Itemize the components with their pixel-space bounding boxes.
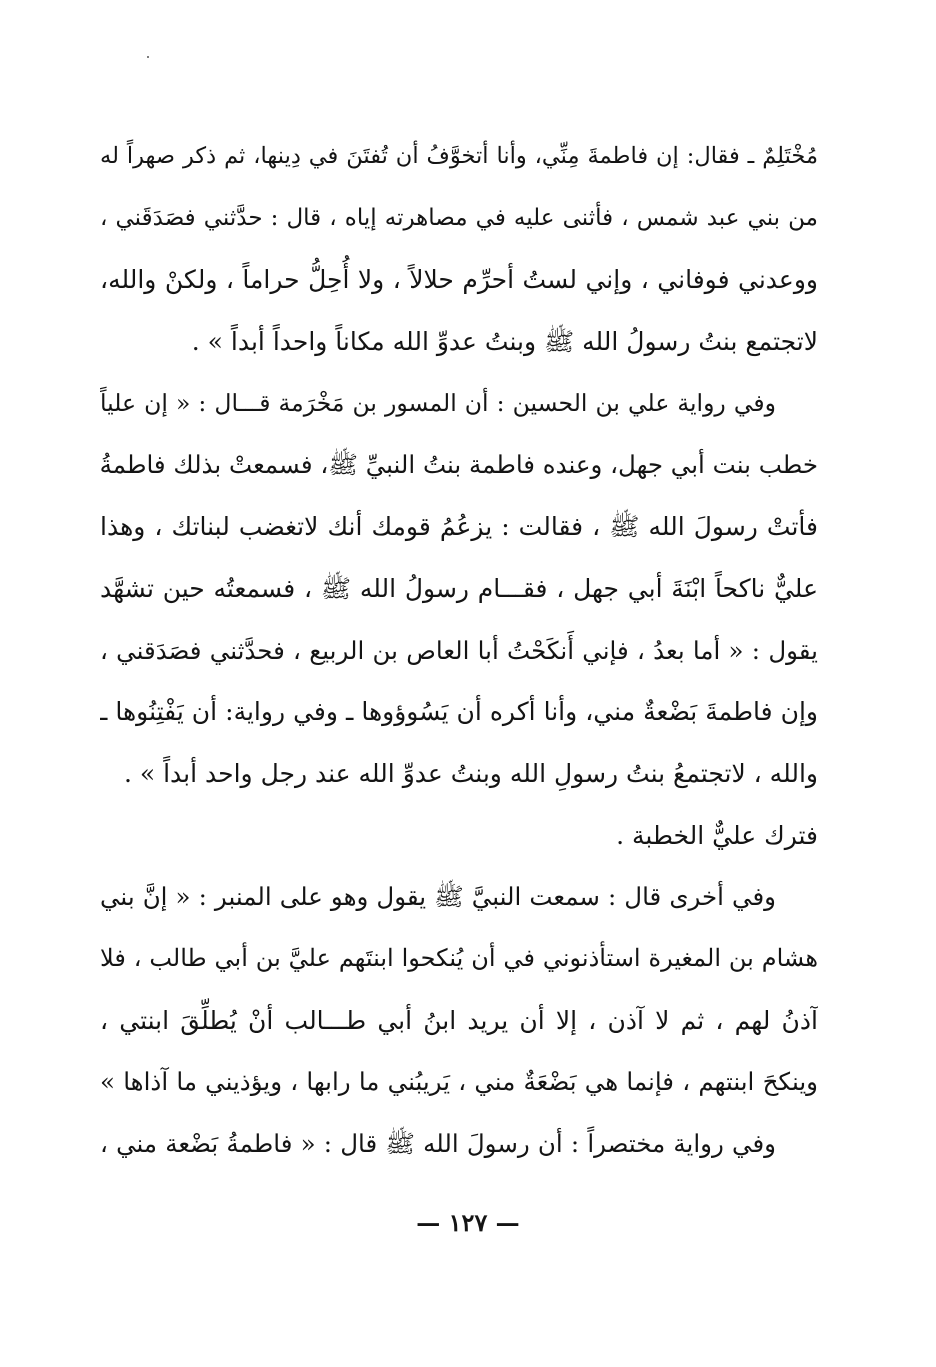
text-line: فترك عليٌّ الخطبة . bbox=[616, 820, 818, 850]
text-line: وفي رواية مختصراً : أن رسولَ الله ﷺ قال : « فاطمةُ بَضْعة مني ، bbox=[100, 1129, 776, 1158]
page-number: — ١٢٧ — bbox=[416, 1208, 520, 1237]
text-line: والله ، لاتجتمعُ بنتُ رسولِ الله وبنتُ عدوِّ الله عند رجل واحد أبداً » . bbox=[123, 758, 818, 788]
body-text bbox=[100, 126, 818, 1175]
text-line: عليٌّ ناكحاً ابْنَةَ أبي جهل ، فقـــام رسولُ الله ﷺ ، فسمعتُه حين تشهَّد bbox=[100, 573, 818, 603]
text-line: وينكحَ ابنتهم ، فإنما هي بَضْعَةٌ مني ، يَريبُني ما رابها ، ويؤذيني ما آذاها » bbox=[100, 1067, 818, 1097]
scan-speck bbox=[147, 56, 149, 58]
text-line: وإن فاطمةَ بَضْعةٌ مني، وأنا أكره أن يَسُوؤوها ـ وفي رواية: أن يَفْتِنُوها ـ bbox=[100, 697, 818, 727]
text-line: لاتجتمع بنتُ رسولُ الله ﷺ وبنتُ عدوِّ الله مكاناً واحداً أبداً » . bbox=[191, 327, 818, 357]
text-line: وفي أخرى قال : سمعت النبيَّ ﷺ يقول وهو على المنبر : « إنَّ بني bbox=[100, 882, 776, 912]
text-line: وفي رواية علي بن الحسين : أن المسور بن مَخْرَمة قـــال : « إن علياً bbox=[100, 388, 776, 417]
text-line: هشام بن المغيرة استأذنوني في أن يُنكحوا ابنتَهم عليَّ بن أبي طالب ، فلا bbox=[100, 943, 818, 972]
text-line: مُخْتَلِمٌ ـ فقال: إن فاطمةَ مِنِّي، وأنا أتخوَّفُ أن تُفتَنَ في دِينها، ثم ذكر صهراً له bbox=[100, 143, 818, 169]
text-line: من بني عبد شمس ، فأثنى عليه في مصاهرته إياه ، قال : حدَّثني فصَدَقَني ، bbox=[100, 204, 818, 231]
text-line: آذنُ لهم ، ثم لا آذن ، إلا أن يريد ابنُ أبي طـــالب أنْ يُطلِّقَ ابنتي ، bbox=[100, 1005, 818, 1035]
text-line: فأتتْ رسولَ الله ﷺ ، فقالت : يزعُمُ قومك أنك لاتغضب لبناتك ، وهذا bbox=[100, 512, 818, 542]
text-line: ووعدني فوفاني ، وإني لستُ أحرِّم حلالاً ، ولا أُحِلُّ حراماً ، ولكنْ والله، bbox=[100, 265, 818, 295]
text-line: يقول : « أما بعدُ ، فإني أَنكَحْتُ أبا العاص بن الربيع ، فحدَّثني فصَدَقني ، bbox=[100, 635, 818, 665]
text-line: خطب بنت أبي جهل، وعنده فاطمة بنتُ النبيِّ ﷺ، فسمعتْ بذلك فاطمةُ bbox=[100, 450, 818, 480]
